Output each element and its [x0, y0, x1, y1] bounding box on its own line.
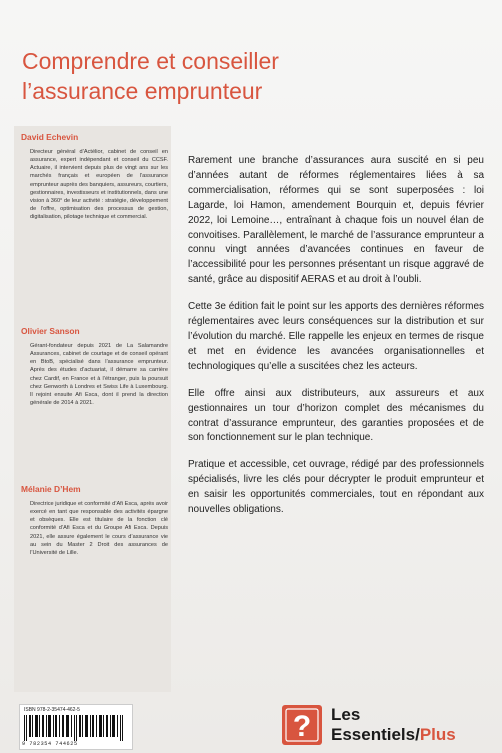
author-name: Mélanie D’Hem	[21, 484, 81, 494]
summary-paragraph: Rarement une branche d’assurances aura suscité en si peu d’années autant de réformes réglementaires liées à sa commercialisation, réformes qui se sont superposées : loi Lagarde, loi Hamon, amendement Bourquin et, depuis février 2022, loi Lemoine…, entraînant à chaque fois un nouvel élan de convoitises. Parallèlement, le marché de l’assurance emprunteur a connu vingt années d’avancées continues en faveur de l’accessibilité pour les personnes présentant un risque aggravé de santé, grâce au dispositif AERAS et au droit à l’oubli.	[188, 155, 484, 286]
authors-sidebar	[14, 126, 171, 692]
summary-paragraph: Cette 3e édition fait le point sur les apports des dernières réformes réglementaires avec leurs conséquences sur la distribution et sur l’évolution du marché. Elle rappelle les enjeux en termes de risque et met en évidence les avancées organisationnelles et technologiques qu’elle a suscitées chez les acteurs.	[188, 301, 484, 372]
series-brand	[280, 703, 490, 749]
brand-logo-glyph: ?	[292, 710, 312, 743]
isbn-label: ISBN 978-2-35474-462-5	[24, 707, 80, 713]
series-name-plus: Plus	[419, 725, 456, 744]
author-name: David Echevin	[21, 132, 79, 142]
question-mark-badge-icon	[280, 703, 324, 747]
book-title	[22, 46, 482, 106]
author-bio: Gérant-fondateur depuis 2021 de La Salamandre Assurances, cabinet de courtage et de conseil opérant en BtoB, spécialisé dans l’assurance emprunteur. Après des études d’actuariat, il démarre sa carrière chez Cardif, en France et à l’étranger, puis la poursuit chez Genworth à Londres et Swiss Life à Luxembourg. Il rejoint ensuite Afi Esca, dont il prend la direction générale de 2014 à 2021.	[30, 343, 168, 407]
author-bio: Directeur général d’Actélior, cabinet de conseil en assurance, expert indépendant et conseil du CCSF. Actuaire, il intervient depuis plus de vingt ans sur les marchés français et européen de l’assurance emprunteur auprès des banquiers, assureurs, courtiers, gestionnaires, investisseurs et institutionnels, dans une vision à 360° de leur activité : stratégie, développement de l’offre, optimisation des processus de gestion, digitalisation, pilotage technique et commercial.	[30, 149, 168, 221]
isbn-barcode	[19, 704, 133, 750]
author-name: Olivier Sanson	[21, 326, 80, 336]
barcode-icon	[24, 715, 128, 741]
series-name-line-1: Les	[331, 705, 361, 724]
book-title-line-2: l’assurance emprunteur	[22, 78, 263, 104]
series-name-essentiels: Essentiels	[331, 725, 416, 744]
barcode-digits: 9 782354 744625	[22, 741, 78, 747]
series-name-slash: /	[415, 725, 420, 744]
author-bio: Directrice juridique et conformité d’Afi Esca, après avoir exercé en tant que responsable des activités épargne et obsèques. Elle est titulaire de la fonction clé conformité d’Afi Esca et du Groupe Afi Esca. Depuis 2021, elle assure également le cours d’assurance vie au sein du Master 2 Droit des assurances de l’Université de Lille.	[30, 501, 168, 556]
series-name-line-2	[331, 725, 456, 745]
summary-paragraph: Elle offre ainsi aux distributeurs, aux assureurs et aux gestionnaires un tour d’horizon complet des mécanismes du contrat d’assurance emprunteur, des garanties proposées et de son fonctionnement sur le plan technique.	[188, 387, 484, 444]
back-cover-summary	[188, 154, 484, 530]
summary-paragraph: Pratique et accessible, cet ouvrage, rédigé par des professionnels spécialisés, livre les clés pour décrypter le produit emprunteur et en saisir les opportunités commerciales, tout en répondant aux nouvelles obligations.	[188, 459, 484, 516]
book-title-line-1: Comprendre et conseiller	[22, 48, 279, 74]
